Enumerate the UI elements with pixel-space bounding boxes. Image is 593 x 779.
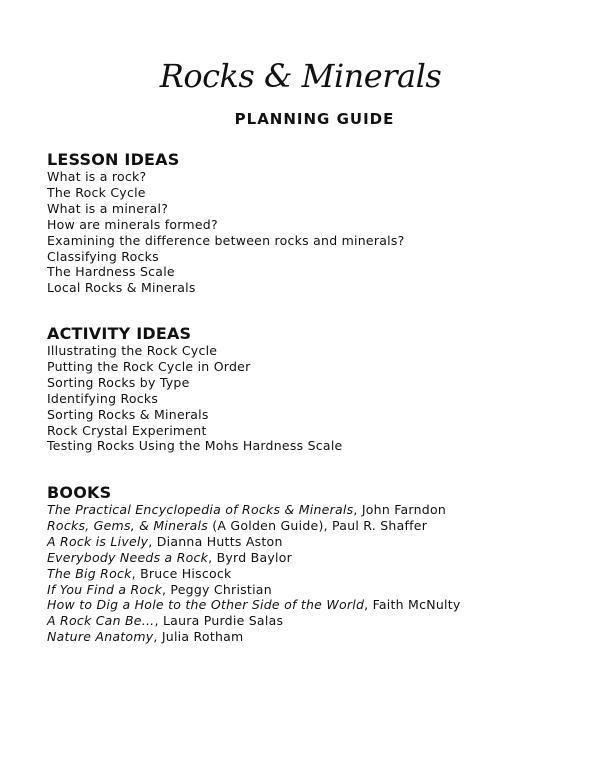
book-item [47,518,567,534]
activity-ideas-heading: ACTIVITY IDEAS [47,324,192,343]
activity-item: Illustrating the Rock Cycle [47,343,218,358]
book-title: How to Dig a Hole to the Other Side of the World [47,597,365,613]
book-author: , Faith McNulty [364,597,461,613]
book-title: A Rock is Lively [47,533,149,549]
book-item [47,550,567,566]
books-heading: BOOKS [47,483,112,502]
book-item [47,566,567,582]
book-title: The Big Rock [47,565,132,581]
books-list [47,502,567,645]
book-item [47,629,567,645]
book-item [47,613,567,629]
lesson-item: The Rock Cycle [47,184,146,200]
book-item [47,534,567,550]
activity-ideas-list [47,343,567,454]
page-subtitle: PLANNING GUIDE [234,110,395,128]
book-author: (A Golden Guide), Paul R. Shaffer [208,517,428,533]
book-title: If You Find a Rock [47,581,162,597]
lesson-item: Examining the difference between rocks and minerals? [47,232,405,248]
activity-item: Putting the Rock Cycle in Order [47,358,251,374]
book-author: , Bruce Hiscock [131,565,232,581]
book-author: , Peggy Christian [161,581,272,597]
book-title: A Rock Can Be… [47,613,155,629]
book-item [47,502,567,518]
activity-item: Identifying Rocks [47,390,159,406]
book-author: , John Farndon [353,502,447,517]
lesson-ideas-list [47,169,567,296]
book-title: The Practical Encyclopedia of Rocks & Minerals [47,502,354,517]
book-author: , Byrd Baylor [208,549,293,565]
book-author: , Dianna Hutts Aston [148,533,283,549]
book-author: , Julia Rotham [153,629,244,645]
lesson-item: Classifying Rocks [47,248,159,264]
book-author: , Laura Purdie Salas [154,613,284,629]
lesson-item: What is a rock? [47,169,147,184]
activity-item: Rock Crystal Experiment [47,422,207,438]
activity-item: Sorting Rocks & Minerals [47,406,209,422]
lesson-item: How are minerals formed? [47,216,218,232]
lesson-ideas-heading: LESSON IDEAS [47,150,180,169]
books-section [47,484,567,645]
book-item [47,582,567,598]
lesson-item: The Hardness Scale [47,264,175,280]
book-item [47,597,567,613]
book-title: Rocks, Gems, & Minerals [47,517,209,533]
book-title: Everybody Needs a Rock [47,549,209,565]
lesson-item: Local Rocks & Minerals [47,280,196,296]
activity-ideas-section [47,325,567,454]
lesson-item: What is a mineral? [47,200,169,216]
activity-item: Testing Rocks Using the Mohs Hardness Scale [47,438,343,454]
lesson-ideas-section [47,151,567,296]
activity-item: Sorting Rocks by Type [47,374,190,390]
book-title: Nature Anatomy [47,629,154,645]
page-title: Rocks & Minerals [159,57,442,95]
